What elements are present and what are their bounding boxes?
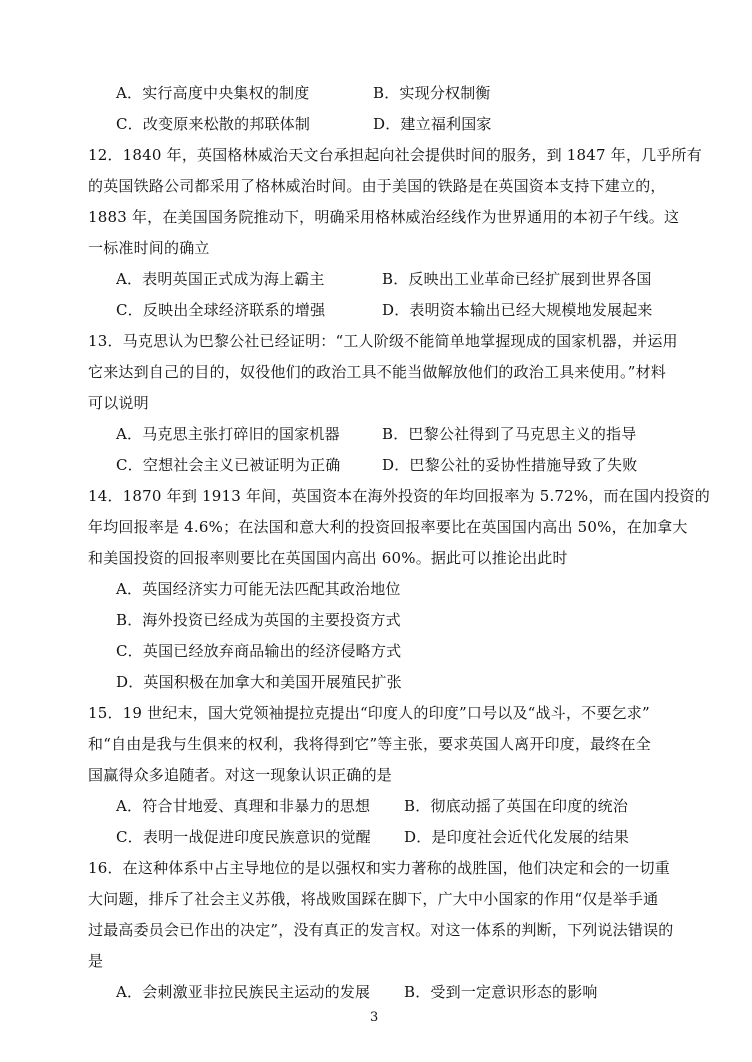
- q13-option-d: D．巴黎公社的妥协性措施导致了失败: [382, 456, 638, 474]
- q16-stem-line-3: 过最高委员会已作出的决定”，没有真正的发言权。对这一体系的判断，下列说法错误的: [88, 921, 674, 939]
- q15-stem-line-1: 15．19 世纪末，国大党领袖提拉克提出“印度人的印度”口号以及“战斗，不要乞求”: [88, 704, 650, 722]
- q16-option-a: A．会刺激亚非拉民族民主运动的发展: [116, 983, 371, 1001]
- q12-option-c: C．反映出全球经济联系的增强: [116, 301, 326, 319]
- q15-option-a: A．符合甘地爱、真理和非暴力的思想: [116, 797, 371, 815]
- q11-option-b: B．实现分权制衡: [373, 84, 491, 102]
- q13-option-a: A．马克思主张打碎旧的国家机器: [116, 425, 340, 443]
- q16-stem-line-2: 大问题，排斥了社会主义苏俄，将战败国踩在脚下，广大中小国家的作用“仅是举手通: [88, 890, 659, 908]
- q14-option-d: D．英国积极在加拿大和美国开展殖民扩张: [116, 673, 402, 691]
- q16-stem-line-1: 16．在这种体系中占主导地位的是以强权和实力著称的战胜国，他们决定和会的一切重: [88, 859, 670, 877]
- q13-stem-line-1: 13．马克思认为巴黎公社已经证明：“工人阶级不能简单地掌握现成的国家机器，并运用: [88, 332, 678, 350]
- q13-option-b: B．巴黎公社得到了马克思主义的指导: [382, 425, 637, 443]
- q14-stem-line-3: 和美国投资的回报率则要比在英国国内高出 60%。据此可以推论出此时: [88, 549, 568, 567]
- q14-option-b: B．海外投资已经成为英国的主要投资方式: [116, 611, 401, 629]
- q14-option-c: C．英国已经放弃商品输出的经济侵略方式: [116, 642, 402, 660]
- q13-option-c: C．空想社会主义已被证明为正确: [116, 456, 341, 474]
- q12-stem-line-3: 1883 年，在美国国务院推动下，明确采用格林威治经线作为世界通用的本初子午线。这: [88, 208, 680, 226]
- q14-stem-line-1: 14．1870 年到 1913 年间，英国资本在海外投资的年均回报率为 5.72%，而在国内投资的: [88, 487, 710, 505]
- q12-stem-line-2: 的英国铁路公司都采用了格林威治时间。由于美国的铁路是在英国资本支持下建立的，: [88, 177, 666, 195]
- q14-stem-line-2: 年均回报率是 4.6%；在法国和意大利的投资回报率要比在英国国内高出 50%，在加拿大: [88, 518, 688, 536]
- q11-option-c: C．改变原来松散的邦联体制: [116, 115, 311, 133]
- q16-option-b: B．受到一定意识形态的影响: [404, 983, 598, 1001]
- q12-option-b: B．反映出工业革命已经扩展到世界各国: [382, 270, 652, 288]
- q15-option-b: B．彻底动摇了英国在印度的统治: [404, 797, 629, 815]
- q15-option-c: C．表明一战促进印度民族意识的觉醒: [116, 828, 371, 846]
- q12-option-a: A．表明英国正式成为海上霸主: [116, 270, 325, 288]
- q14-option-a: A．英国经济实力可能无法匹配其政治地位: [116, 580, 401, 598]
- q15-option-d: D．是印度社会近代化发展的结果: [404, 828, 630, 846]
- q16-stem-line-4: 是: [88, 952, 104, 970]
- q12-stem-line-1: 12．1840 年，英国格林威治天文台承担起向社会提供时间的服务，到 1847 年，几乎所有: [88, 146, 702, 164]
- q13-stem-line-2: 它来达到自己的目的，奴役他们的政治工具不能当做解放他们的政治工具来使用。”材料: [88, 363, 666, 381]
- q15-stem-line-2: 和“自由是我与生俱来的权利，我将得到它”等主张，要求英国人离开印度，最终在全: [88, 735, 651, 753]
- q12-stem-line-4: 一标准时间的确立: [88, 239, 210, 257]
- q12-option-d: D．表明资本输出已经大规模地发展起来: [382, 301, 653, 319]
- q11-option-a: A．实行高度中央集权的制度: [116, 84, 310, 102]
- q11-option-d: D．建立福利国家: [373, 115, 492, 133]
- q15-stem-line-3: 国赢得众多追随者。对这一现象认识正确的是: [88, 766, 393, 784]
- q13-stem-line-3: 可以说明: [88, 394, 149, 412]
- page-number: 3: [370, 1010, 379, 1025]
